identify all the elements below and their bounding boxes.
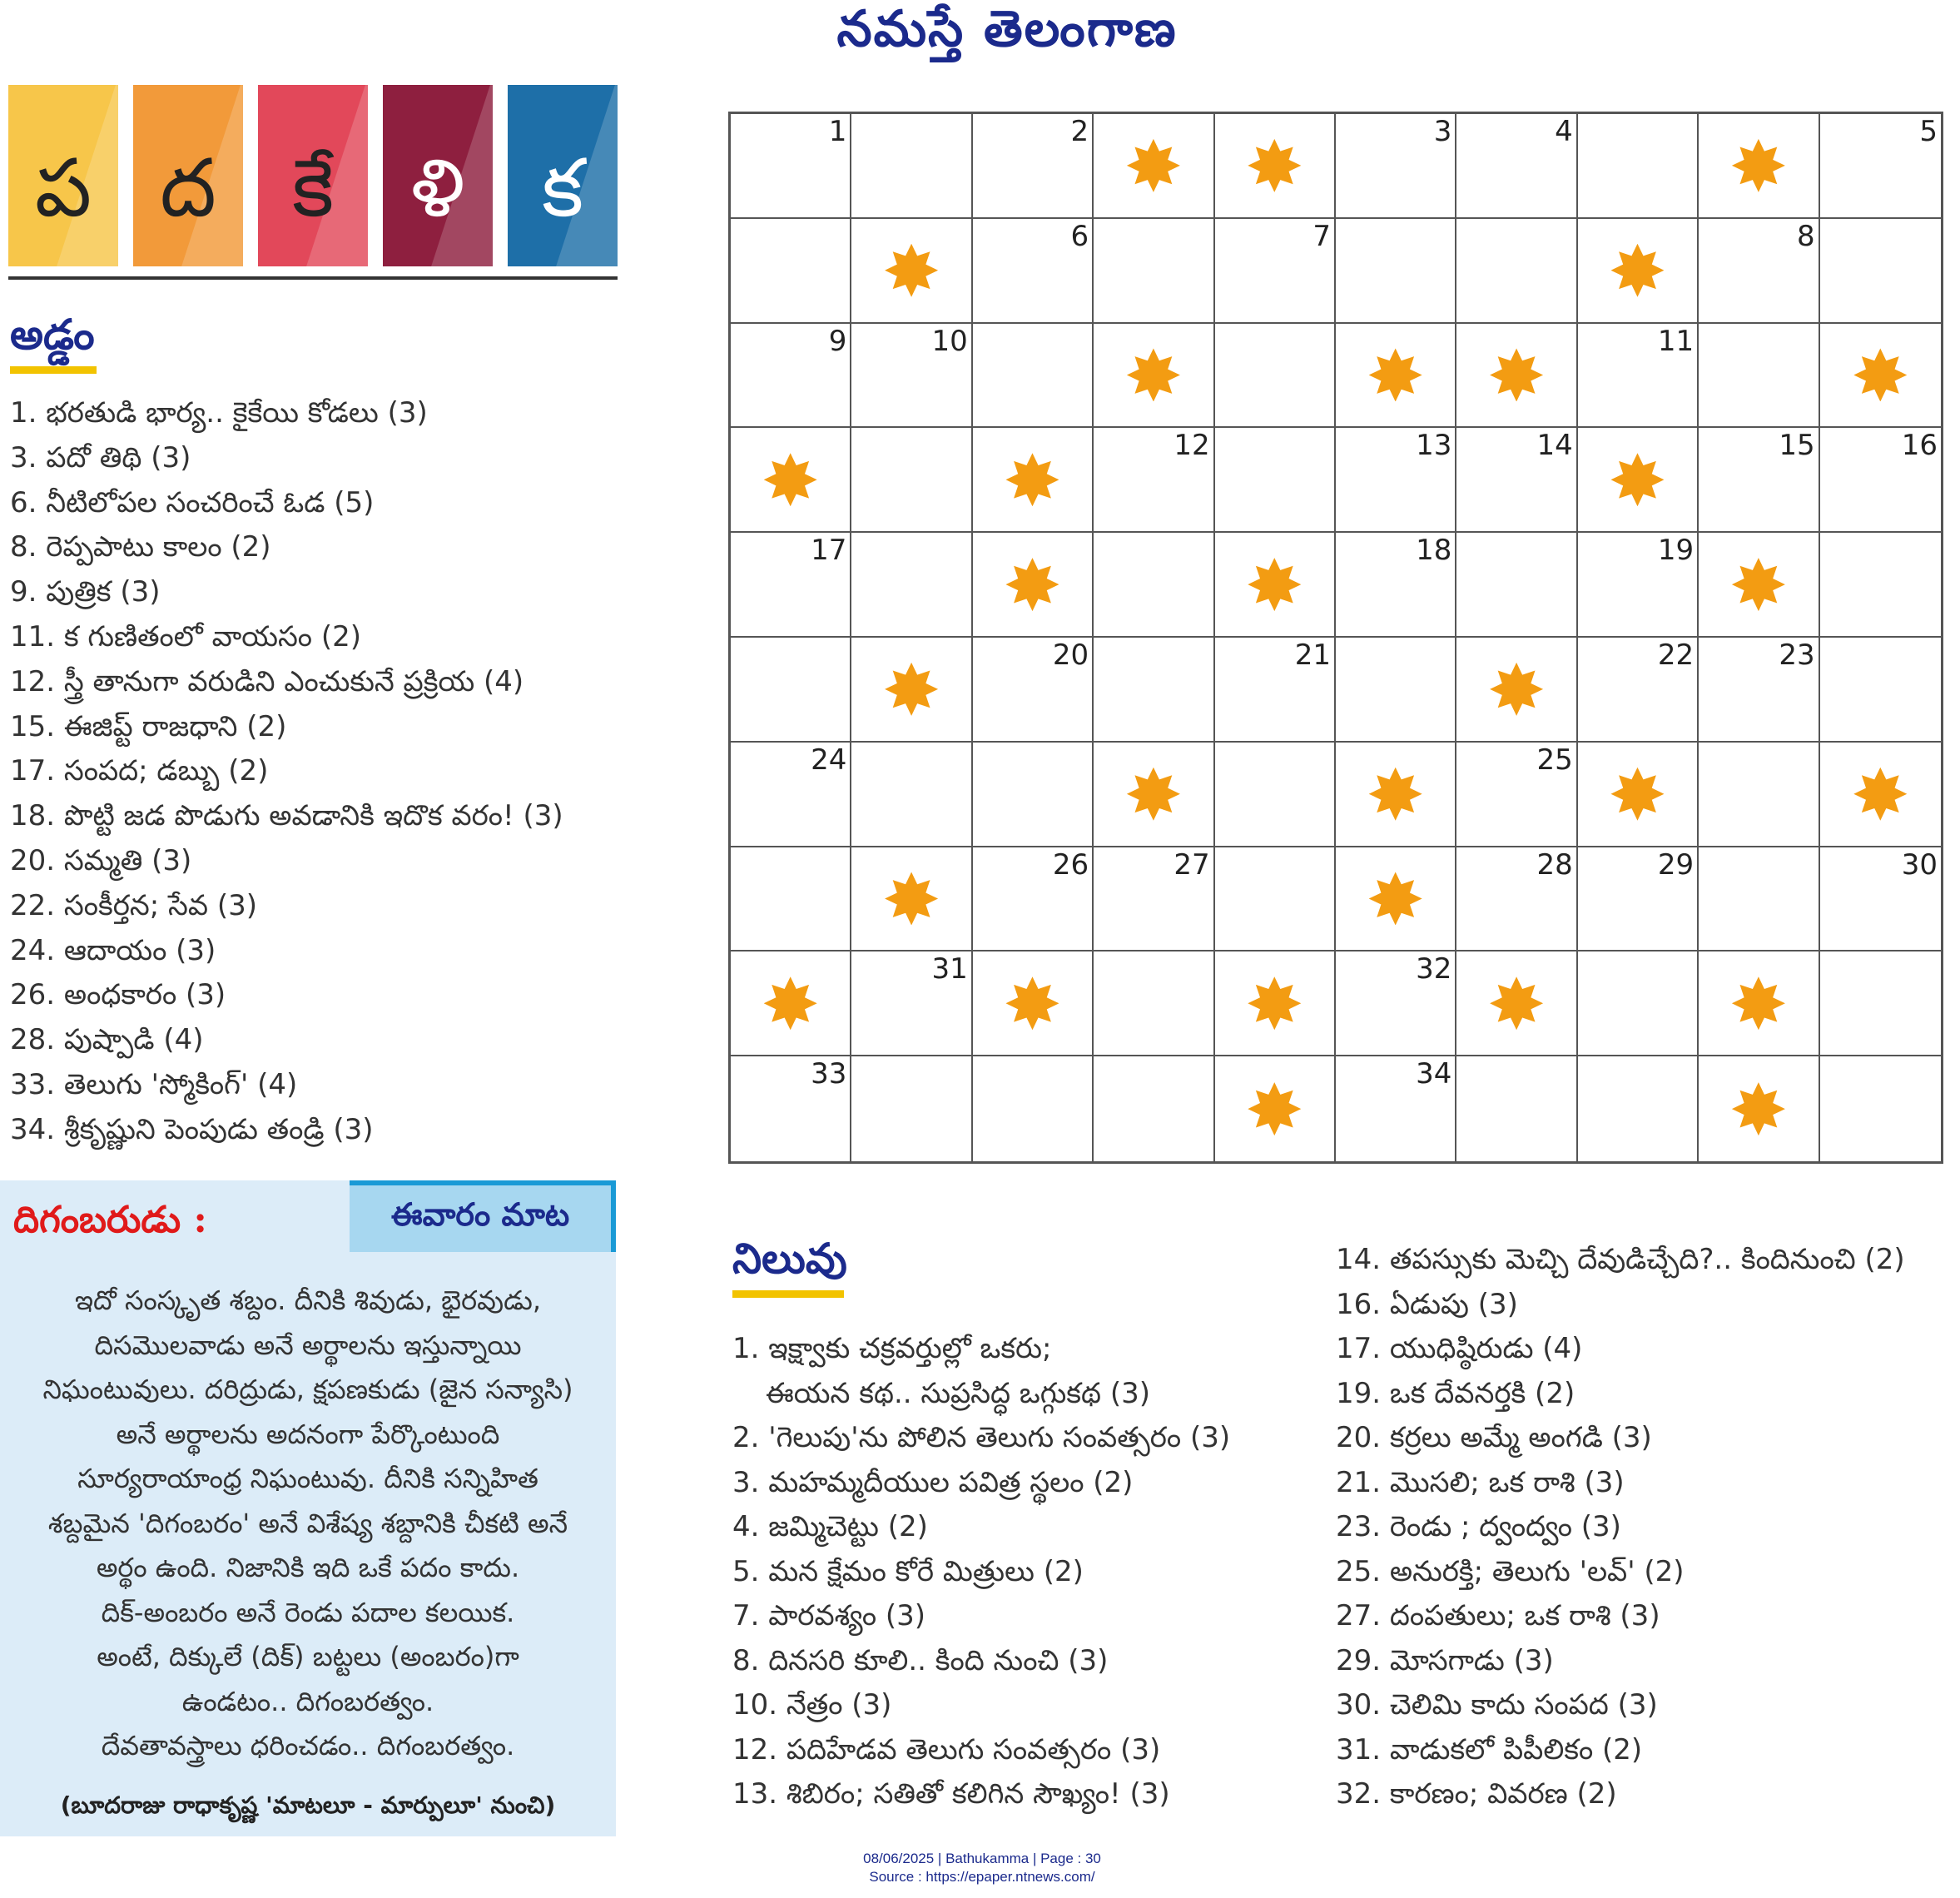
title-tile [258,85,368,266]
clue-number: 16 [1901,429,1938,463]
clue-number: 9 [828,324,847,358]
star-icon [885,872,938,925]
down-clue-text: 13. శిబిరం; సతితో కలిగిన సౌఖ్యం! (3) [732,1777,1170,1811]
grid-cell[interactable] [731,114,851,219]
grid-cell [1820,743,1941,847]
across-clue: 26. అంధకారం (3) [10,978,226,1012]
down-clue-text: 12. పదిహేడవ తెలుగు సంవత్సరం (3) [732,1732,1161,1766]
title-tile-letter: ద [160,142,216,235]
grid-cell[interactable] [1215,324,1336,429]
grid-cell[interactable] [1456,219,1577,324]
word-explanation-line: దిసమొలవాడు అనే అర్థాలను ఇస్తున్నాయి [94,1329,522,1361]
grid-cell[interactable] [1699,743,1819,847]
across-clue: 11. క గుణితంలో వాయసం (2) [10,619,362,653]
word-explanation-line: ఇదో సంస్కృత శబ్దం. దీనికి శివుడు, భైరవుడు, [74,1284,542,1316]
across-clue: 9. పుత్రిక (3) [10,575,161,609]
grid-cell[interactable] [1820,847,1941,952]
across-clue-list [10,391,626,1153]
star-icon [764,453,817,506]
star-icon [885,663,938,716]
word-explanation-line: దేవతావస్త్రాలు ధరించడం.. దిగంబరత్వం. [101,1730,515,1761]
star-icon [1005,976,1059,1030]
down-clue [732,1772,1332,1817]
masthead-logo: నమస్తే తెలంగాణ [836,0,1178,58]
grid-cell [851,638,972,743]
word-of-week-tab: ఈవారం మాట [350,1180,616,1252]
grid-cell[interactable] [1215,428,1336,533]
grid-cell[interactable] [1578,114,1699,219]
down-clue: 29. మోసగాడు (3) [1336,1643,1554,1677]
grid-cell[interactable] [1820,114,1941,219]
title-divider [8,276,618,280]
title-tile [508,85,618,266]
clue-number: 18 [1416,534,1452,568]
grid-cell [1336,324,1456,429]
star-icon [1369,768,1422,821]
star-icon [1005,558,1059,611]
grid-cell [1094,324,1214,429]
grid-cell[interactable] [1215,638,1336,743]
grid-cell[interactable] [1578,324,1699,429]
down-clue: 14. తపస్సుకు మెచ్చి దేవుడిచ్చేది?.. కిందినుంచి (2) [1336,1243,1905,1276]
clue-number: 22 [1657,638,1695,672]
star-icon [885,244,938,297]
word-of-week-box [0,1180,616,1836]
down-clue-text: 4. జమ్మిచెట్టు (2) [732,1510,928,1543]
star-icon [1610,453,1664,506]
grid-cell[interactable] [851,533,972,638]
down-clue: 30. చెలిమి కాదు సంపద (3) [1336,1688,1658,1722]
across-clue: 12. స్త్రీ తానుగా వరుడిని ఎంచుకునే ప్రక్రియ (4) [10,664,524,698]
title-tile [8,85,118,266]
grid-cell[interactable] [1094,533,1214,638]
grid-cell[interactable] [1094,951,1214,1056]
down-clue: 27. దంపతులు; ఒక రాశి (3) [1336,1599,1660,1632]
clue-number: 17 [811,534,847,568]
across-clue: 3. పదో తిథి (3) [10,440,191,474]
grid-cell [1215,1056,1336,1161]
star-icon [1732,976,1785,1030]
grid-cell[interactable] [731,1056,851,1161]
grid-cell[interactable] [973,1056,1094,1161]
star-icon [1127,348,1180,401]
star-icon [1248,1082,1301,1135]
down-clue [732,1327,1332,1416]
across-clue: 28. పుష్పాడి (4) [10,1023,204,1057]
down-clue: 16. ఏడుపు (3) [1336,1287,1518,1321]
across-clue: 8. రెప్పపాటు కాలం (2) [10,530,271,564]
star-icon [1127,139,1180,192]
down-clue-list-col1 [732,1327,1332,1817]
grid-cell[interactable] [1699,428,1819,533]
down-clue [732,1416,1332,1461]
clue-number: 20 [1052,638,1089,672]
clue-number: 29 [1657,847,1695,882]
grid-cell[interactable] [1336,951,1456,1056]
grid-cell[interactable] [731,324,851,429]
clue-number: 25 [1536,743,1573,777]
clue-number: 14 [1536,429,1573,463]
clue-number: 12 [1174,429,1210,463]
across-clue: 18. పొట్టి జడ పొడుగు అవడానికి ఇదొక వరం! (3) [10,799,563,833]
grid-cell[interactable] [1215,743,1336,847]
clue-number: 32 [1416,952,1452,986]
clue-number: 26 [1052,847,1089,882]
grid-cell [1094,114,1214,219]
star-icon [1490,976,1543,1030]
grid-cell [851,219,972,324]
grid-cell [1336,743,1456,847]
across-clue: 34. శ్రీకృష్ణుని పెంపుడు తండ్రి (3) [10,1112,374,1146]
grid-cell[interactable] [1820,533,1941,638]
grid-cell[interactable] [1336,533,1456,638]
grid-cell [1699,533,1819,638]
grid-cell[interactable] [851,114,972,219]
down-clue: 25. అనురక్తి; తెలుగు 'లవ్' (2) [1336,1554,1685,1588]
across-clue: 6. నీటిలోపల సంచరించే ఓడ (5) [10,485,375,519]
title-tile-letter: కే [291,142,335,235]
clue-number: 10 [931,324,968,358]
grid-cell[interactable] [1456,1056,1577,1161]
grid-cell[interactable] [1820,638,1941,743]
grid-cell[interactable] [731,638,851,743]
grid-cell [973,533,1094,638]
grid-cell[interactable] [1336,638,1456,743]
title-tile-letter: ళి [410,142,465,235]
star-icon [1610,768,1664,821]
grid-cell[interactable] [851,951,972,1056]
down-clue-text: 1. ఇక్ష్వాకు చక్రవర్తుల్లో ఒకరు; [732,1332,1052,1365]
word-explanation-line: దిక్-అంబరం అనే రెండు పదాల కలయిక. [101,1596,515,1628]
grid-cell [851,847,972,952]
grid-cell [1699,951,1819,1056]
grid-cell [1215,533,1336,638]
star-icon [1853,348,1907,401]
grid-cell [1578,219,1699,324]
star-icon [1248,976,1301,1030]
grid-cell[interactable] [731,219,851,324]
grid-cell [1336,847,1456,952]
clue-number: 33 [811,1057,847,1091]
grid-cell[interactable] [973,219,1094,324]
across-clue: 24. ఆదాయం (3) [10,933,216,967]
star-icon [1490,663,1543,716]
down-clue: 17. యుధిష్ఠిరుడు (4) [1336,1332,1583,1365]
puzzle-title-tiles [8,85,619,270]
word-explanation-line: శబ్దమైన 'దిగంబరం' అనే విశేష్య శబ్దానికి చీకటి అనే [47,1507,568,1539]
grid-cell[interactable] [973,743,1094,847]
down-clue [732,1683,1332,1728]
clue-number: 7 [1312,219,1331,253]
down-clue: 19. ఒక దేవనర్తకి (2) [1336,1376,1575,1410]
grid-cell [1456,324,1577,429]
grid-cell[interactable] [1215,219,1336,324]
grid-cell [731,951,851,1056]
star-icon [764,976,817,1030]
grid-cell[interactable] [1699,219,1819,324]
grid-cell [1820,324,1941,429]
grid-cell[interactable] [973,324,1094,429]
grid-cell[interactable] [851,1056,972,1161]
down-heading: నిలువు [732,1234,847,1283]
clue-number: 11 [1657,324,1695,358]
grid-cell [1456,951,1577,1056]
grid-cell[interactable] [973,847,1094,952]
down-clue-text: 8. దినసరి కూలి.. కింది నుంచి (3) [732,1643,1109,1677]
word-explanation-line: అనే అర్థాలను అదనంగా పేర్కొంటుంది [116,1418,500,1450]
grid-cell[interactable] [1820,1056,1941,1161]
grid-cell[interactable] [973,114,1094,219]
title-tile [383,85,493,266]
clue-number: 1 [828,115,847,148]
across-clue: 15. ఈజిప్ట్ రాజధాని (2) [10,709,287,743]
grid-cell [1456,638,1577,743]
grid-cell[interactable] [1578,533,1699,638]
star-icon [1127,768,1180,821]
down-clue-continuation: ఈయన కథ.. సుప్రసిద్ధ ఒగ్గుకథ (3) [766,1376,1151,1410]
across-clue: 17. సంపద; డబ్బు (2) [10,754,269,788]
grid-cell [1094,743,1214,847]
clue-number: 4 [1555,115,1573,148]
grid-cell[interactable] [1456,533,1577,638]
clue-number: 3 [1433,115,1452,148]
clue-number: 13 [1416,429,1452,463]
star-icon [1005,453,1059,506]
word-explanation-line: ఉండటం.. దిగంబరత్వం. [181,1685,434,1717]
down-clue-text: 5. మన క్షేమం కోరే మిత్రులు (2) [732,1554,1084,1588]
down-clue [732,1594,1332,1639]
grid-cell[interactable] [1336,1056,1456,1161]
star-icon [1610,244,1664,297]
clue-number: 2 [1070,115,1089,148]
grid-cell[interactable] [851,743,972,847]
grid-cell[interactable] [731,743,851,847]
star-icon [1490,348,1543,401]
star-icon [1248,139,1301,192]
down-clue [732,1461,1332,1506]
grid-cell[interactable] [1699,847,1819,952]
down-clue [732,1639,1332,1684]
grid-cell [1215,951,1336,1056]
clue-number: 24 [811,743,847,777]
grid-cell[interactable] [1094,638,1214,743]
grid-cell[interactable] [973,638,1094,743]
grid-cell[interactable] [1336,428,1456,533]
grid-cell[interactable] [1456,428,1577,533]
down-clue [732,1550,1332,1595]
star-icon [1732,139,1785,192]
down-clue [732,1728,1332,1773]
across-clue: 20. సమ్మతి (3) [10,843,192,877]
clue-number: 28 [1536,847,1573,882]
down-clue: 32. కారణం; వివరణ (2) [1336,1777,1617,1811]
title-tile [133,85,243,266]
grid-cell[interactable] [1215,847,1336,952]
down-clue-text: 2. 'గెలుపు'ను పోలిన తెలుగు సంవత్సరం (3) [732,1421,1231,1454]
star-icon [1853,768,1907,821]
grid-cell [1578,743,1699,847]
word-source-credit: (బూదరాజు రాధాకృష్ణ 'మాటలూ - మార్పులూ' నుంచి) [60,1791,556,1819]
grid-cell [731,428,851,533]
across-clue: 22. సంకీర్తన; సేవ (3) [10,888,258,922]
grid-cell [1215,114,1336,219]
grid-cell[interactable] [1578,638,1699,743]
grid-cell[interactable] [1820,428,1941,533]
down-clue-list-col2 [1336,1238,1952,1817]
clue-number: 34 [1416,1057,1452,1091]
word-explanation-line: నిఘంటువులు. దరిద్రుడు, క్షపణకుడు (జైన సన్యాసి) [42,1374,573,1405]
grid-cell[interactable] [1820,219,1941,324]
down-clue-text: 7. పారవశ్యం (3) [732,1599,926,1632]
down-clue: 31. వాడుకలో పిపీలికం (2) [1336,1732,1643,1766]
footer-source: Source : https://epaper.ntnews.com/ [869,1869,1095,1885]
grid-cell[interactable] [1094,1056,1214,1161]
word-explanation-line: అర్థం ఉంది. నిజానికి ఇది ఒకే పదం కాదు. [96,1552,520,1583]
grid-cell[interactable] [1456,743,1577,847]
clue-number: 23 [1779,638,1815,672]
page-footer [749,1850,1215,1886]
grid-cell[interactable] [1094,219,1214,324]
grid-cell[interactable] [851,428,972,533]
clue-number: 5 [1919,115,1938,148]
grid-cell [1699,114,1819,219]
grid-cell[interactable] [1578,951,1699,1056]
clue-number: 31 [931,952,968,986]
down-clue [732,1505,1332,1550]
star-icon [1732,558,1785,611]
star-icon [1369,348,1422,401]
grid-cell [1578,428,1699,533]
down-heading-underline [732,1290,844,1298]
grid-cell[interactable] [851,324,972,429]
star-icon [1248,558,1301,611]
across-heading-underline [10,366,97,374]
down-clue: 23. రెండు ; ద్వంద్వం (3) [1336,1510,1621,1543]
crossword-grid [728,112,1943,1164]
grid-cell[interactable] [1699,638,1819,743]
grid-cell [973,428,1094,533]
grid-cell[interactable] [1094,428,1214,533]
grid-cell [973,951,1094,1056]
grid-cell[interactable] [1336,114,1456,219]
clue-number: 15 [1779,429,1815,463]
across-heading: అడ్డం [10,310,95,359]
word-explanation-line: అంటే, దిక్కులే (దిక్) బట్టలు (అంబరం)గా [97,1641,519,1672]
footer-date-page: 08/06/2025 | Bathukamma | Page : 30 [863,1851,1101,1866]
star-icon [1369,872,1422,925]
star-icon [1732,1082,1785,1135]
clue-number: 6 [1070,219,1089,253]
clue-number: 19 [1657,534,1695,568]
grid-cell[interactable] [1456,847,1577,952]
grid-cell[interactable] [731,533,851,638]
word-explanation [8,1279,608,1769]
grid-cell[interactable] [1699,324,1819,429]
clue-number: 30 [1901,847,1938,882]
grid-cell[interactable] [1456,114,1577,219]
across-clue: 33. తెలుగు 'స్మోకింగ్' (4) [10,1067,298,1101]
grid-cell[interactable] [731,847,851,952]
grid-cell[interactable] [1578,1056,1699,1161]
clue-number: 27 [1174,847,1210,882]
title-tile-letter: క [541,142,584,235]
word-heading: దిగంబరుడు : [13,1199,207,1241]
clue-number: 8 [1796,219,1815,253]
clue-number: 21 [1294,638,1331,672]
title-tile-letter: ప [34,142,92,235]
across-clue: 1. భరతుడి భార్య.. కైకేయి కోడలు (3) [10,396,428,430]
grid-cell[interactable] [1578,847,1699,952]
down-clue: 21. మొసలి; ఒక రాశి (3) [1336,1465,1625,1499]
grid-cell[interactable] [1094,847,1214,952]
grid-cell[interactable] [1336,219,1456,324]
grid-cell [1699,1056,1819,1161]
word-explanation-line: సూర్యరాయాంధ్ర నిఘంటువు. దీనికి సన్నిహిత [77,1463,538,1494]
down-clue: 20. కర్రలు అమ్మే అంగడి (3) [1336,1421,1652,1454]
down-clue-text: 10. నేత్రం (3) [732,1688,892,1722]
down-clue-text: 3. మహమ్మదీయుల పవిత్ర స్థలం (2) [732,1465,1134,1499]
grid-cell[interactable] [1820,951,1941,1056]
